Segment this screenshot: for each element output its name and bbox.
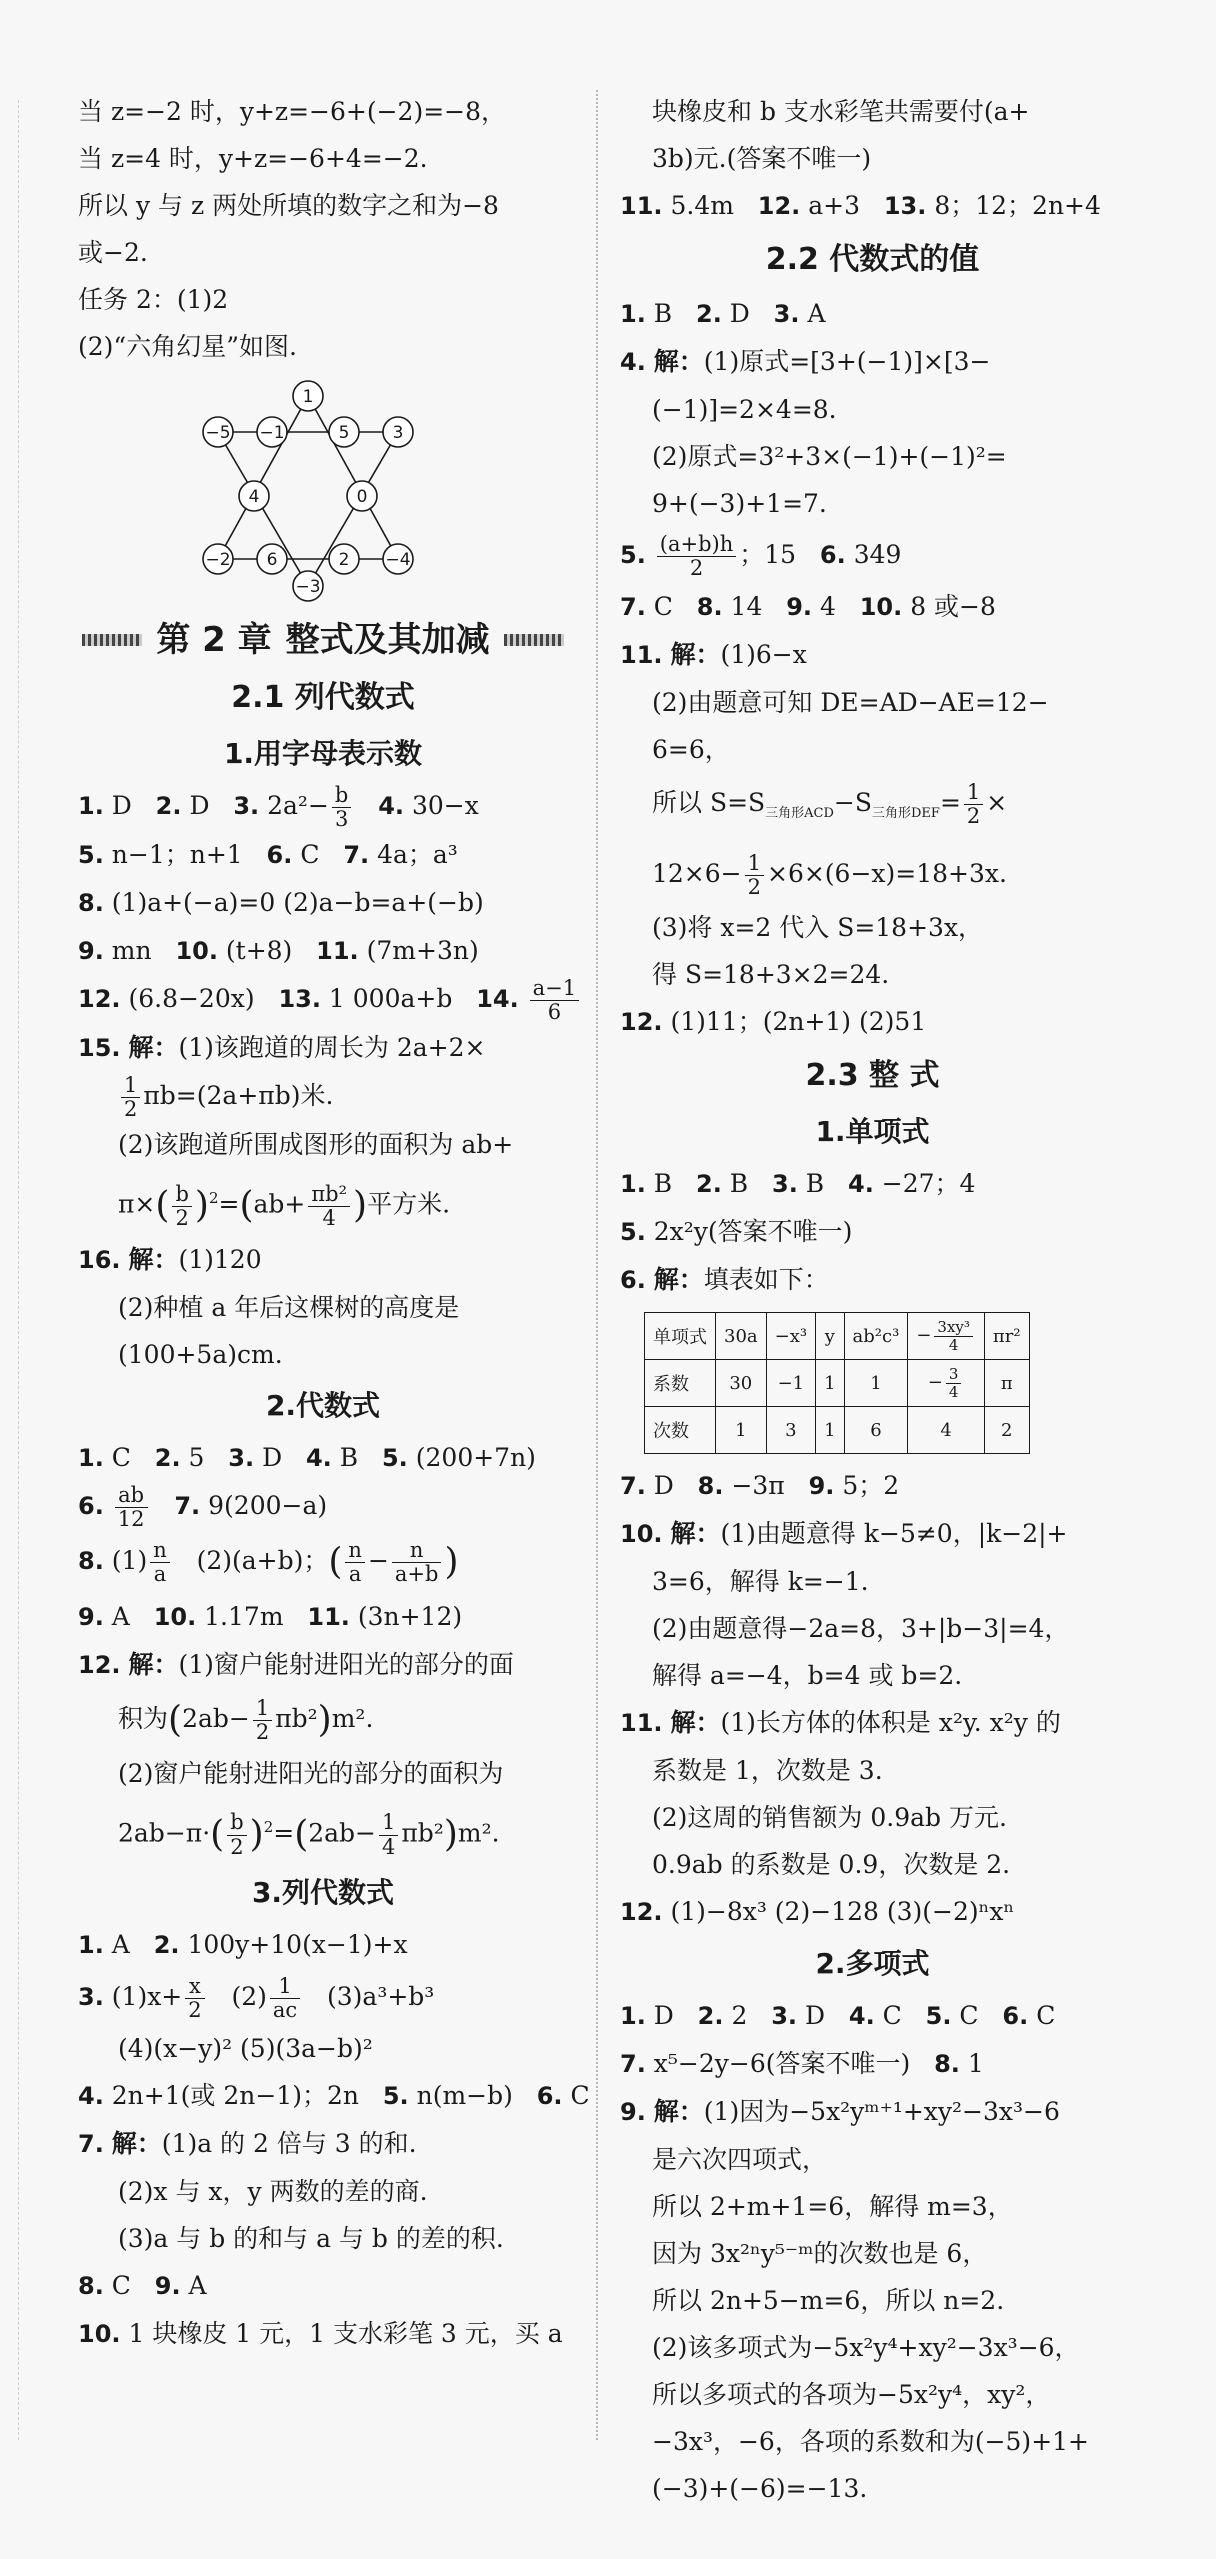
- answer-line: 0.9ab 的系数是 0.9，次数是 2.: [652, 1850, 1011, 1879]
- fraction: $\frac{1}{2}$: [253, 1697, 272, 1744]
- answer-line: 16. 解：(1)120: [78, 1245, 262, 1275]
- fraction: $\frac{n}{a}$: [345, 1539, 365, 1586]
- answer-line: 12. 解：(1)窗户能射进阳光的部分的面: [78, 1649, 514, 1679]
- section-title: 2.2 代数式的值: [765, 242, 980, 277]
- text-line: (2)“六角幻星”如图.: [78, 332, 297, 361]
- answer-line: 10. 解：(1)由题意得 k−5≠0，|k−2|+: [620, 1519, 1068, 1548]
- answer-line: 6=6，: [652, 735, 730, 764]
- answer-line: 积为(2ab− $\frac{1}{2}$ πb²)m².: [118, 1695, 374, 1744]
- answer-line: (2)该多项式为−5x²y⁴+xy²−3x³−6，: [652, 2333, 1080, 2362]
- star-node: 5: [338, 423, 350, 443]
- table-row: 单项式 30a −x³ y ab²c³ − $\frac{\text{3xy³}}{4}$ πr²: [645, 1313, 1030, 1360]
- answer-line: 5. 2x²y(答案不唯一): [620, 1217, 853, 1246]
- text-line: 当 z=4 时，y+z=−6+4=−2.: [78, 144, 428, 173]
- subsection-title: 1.单项式: [815, 1115, 930, 1148]
- subsection-title: 1.用字母表示数: [223, 737, 423, 770]
- fraction: $\frac{a-1}{6}$: [530, 977, 579, 1024]
- star-node: 4: [248, 487, 260, 507]
- answer-line: 9. 解：(1)因为−5x²yᵐ⁺¹+xy²−3x³−6: [620, 2097, 1060, 2126]
- chapter-bar-left: [82, 634, 142, 646]
- fraction: $\frac{n}{a}$: [150, 1539, 170, 1586]
- star-node: −3: [295, 577, 321, 597]
- answer-line: 得 S=18+3×2=24.: [652, 960, 890, 989]
- answer-line: (2)x 与 x，y 两数的差的商.: [118, 2177, 428, 2207]
- table-row: 次数 1 3 1 6 4 2: [645, 1407, 1030, 1454]
- answer-line: (−3)+(−6)=−13.: [652, 2474, 868, 2503]
- answer-line: 所以 2+m+1=6，解得 m=3，: [652, 2192, 1013, 2221]
- answer-line: 9. mn 10. (t+8) 11. (7m+3n): [78, 936, 479, 966]
- answer-line: 1. B 2. D 3. A: [620, 299, 826, 328]
- star-node: 3: [392, 423, 404, 443]
- fraction: $\frac{x}{2}$: [185, 1975, 204, 2022]
- star-node: −4: [385, 550, 411, 570]
- answer-line: 1. B 2. B 3. B 4. −27；4: [620, 1169, 976, 1198]
- answer-line: 5. n−1；n+1 6. C 7. 4a；a³: [78, 840, 458, 870]
- text-line: 块橡皮和 b 支水彩笔共需要付(a+: [652, 97, 1030, 126]
- answer-line: 10. 1 块橡皮 1 元，1 支水彩笔 3 元，买 a: [78, 2319, 563, 2349]
- answer-line: 12. (1)−8x³ (2)−128 (3)(−2)ⁿxⁿ: [620, 1897, 1015, 1926]
- fraction: $\frac{1}{ac}$: [270, 1975, 300, 2022]
- answer-line: 7. D 8. −3π 9. 5；2: [620, 1471, 900, 1500]
- section-title: 2.3 整 式: [805, 1058, 940, 1093]
- answer-line: (2)该跑道所围成图形的面积为 ab+: [118, 1130, 514, 1160]
- answer-line: (100+5a)cm.: [118, 1340, 283, 1370]
- answer-line: (2)这周的销售额为 0.9ab 万元.: [652, 1803, 1007, 1832]
- answer-line: 11. 5.4m 12. a+3 13. 8；12；2n+4: [620, 191, 1101, 220]
- answer-line: 5. $\frac{(a+b)h}{2}$ ；15 6. 349: [620, 531, 902, 580]
- answer-line: 11. 解：(1)6−x: [620, 640, 807, 669]
- answer-line: (2)窗户能射进阳光的部分的面积为: [118, 1759, 504, 1789]
- fraction: $\frac{\text{πb²}}{4}$: [308, 1183, 350, 1230]
- answer-line: (−1)]=2×4=8.: [652, 395, 837, 424]
- answer-line: 6. 解：填表如下：: [620, 1265, 829, 1294]
- text-line: 或−2.: [78, 238, 148, 267]
- right-column: [620, 88, 1125, 2512]
- answer-line: 所以多项式的各项为−5x²y⁴，xy²，: [652, 2380, 1051, 2409]
- fraction: $\frac{1}{2}$: [745, 852, 764, 899]
- answer-line: 12. (6.8−20x) 13. 1 000a+b 14. $\frac{a-1}{6}$: [78, 975, 568, 1024]
- answer-line: 12. (1)11；(2n+1) (2)51: [620, 1007, 927, 1036]
- answer-line: 2ab−π·( $\frac{b}{2}$ )$^2$=(2ab− $\frac{1}{4}$ πb²)m².: [118, 1810, 500, 1859]
- column-divider: [596, 90, 598, 2440]
- subsection-title: 2.代数式: [265, 1389, 381, 1423]
- subsection-title: 2.多项式: [815, 1947, 930, 1980]
- star-node: 2: [338, 550, 350, 570]
- star-node: 6: [266, 550, 278, 570]
- star-node: 0: [356, 487, 368, 507]
- answer-line: (2)由题意得−2a=8，3+|b−3|=4，: [652, 1614, 1070, 1643]
- answer-line: −3x³，−6，各项的系数和为(−5)+1+: [652, 2427, 1089, 2456]
- chapter-bar-right: [504, 634, 564, 646]
- fraction: $\frac{1}{2}$: [121, 1074, 140, 1121]
- subsection-title: 3.列代数式: [251, 1876, 395, 1910]
- star-node: −1: [259, 423, 285, 443]
- answer-line: 15. 解：(1)该跑道的周长为 2a+2×: [78, 1033, 486, 1063]
- monomial-table: [644, 1312, 1030, 1454]
- answer-line: (2)原式=3²+3×(−1)+(−1)²=: [652, 442, 1007, 471]
- answer-line: 8. C 9. A: [78, 2271, 207, 2301]
- chapter-label: 第 2 章: [156, 620, 272, 660]
- answer-line: 系数是 1，次数是 3.: [652, 1756, 883, 1785]
- fraction: $\frac{b}{3}$: [332, 784, 351, 831]
- text-line: 3b)元.(答案不唯一): [652, 144, 872, 173]
- answer-line: (2)由题意可知 DE=AD−AE=12−: [652, 688, 1049, 717]
- text-line: 任务 2：(1)2: [78, 285, 229, 314]
- answer-line: 7. x⁵−2y−6(答案不唯一) 8. 1: [620, 2049, 984, 2078]
- fraction: $\frac{(a+b)h}{2}$: [657, 533, 736, 580]
- answer-line: 9+(−3)+1=7.: [652, 489, 827, 518]
- answer-line: 6. $\frac{ab}{12}$ 7. 9(200−a): [78, 1483, 328, 1532]
- star-node: −2: [205, 550, 231, 570]
- answer-line: 9. A 10. 1.17m 11. (3n+12): [78, 1601, 463, 1631]
- star-node: −5: [205, 423, 231, 443]
- answer-line: $\frac{1}{2}$ πb=(2a+πb)米.: [78, 1072, 568, 1121]
- fraction: $\frac{1}{2}$: [964, 781, 983, 828]
- answer-line: 11. 解：(1)长方体的体积是 x²y. x²y 的: [620, 1708, 1061, 1737]
- answer-line: π×( $\frac{b}{2}$ )$^2$=(ab+ $\frac{\text{πb²}}{4}$ )平方米.: [118, 1181, 451, 1230]
- answer-line: 1. D 2. D 3. 2a²− $\frac{b}{3}$ 4. 30−x: [78, 782, 479, 831]
- fraction: $\frac{b}{2}$: [227, 1811, 246, 1858]
- answer-line: 3=6，解得 k=−1.: [652, 1567, 869, 1596]
- answer-line: (3)a 与 b 的和与 a 与 b 的差的积.: [118, 2224, 504, 2254]
- answer-line: 8. (1) $\frac{n}{a}$ (2)(a+b)；( $\frac{n}{a}$ − $\frac{n}{a+b}$ ): [78, 1538, 459, 1587]
- fraction: $\frac{ab}{12}$: [115, 1484, 148, 1531]
- answer-line: 是六次四项式，: [652, 2145, 828, 2174]
- left-column: [78, 88, 590, 2358]
- answer-line: 8. (1)a+(−a)=0 (2)a−b=a+(−b): [78, 888, 484, 918]
- answer-line: 因为 3x²ⁿy⁵⁻ᵐ的次数也是 6，: [652, 2239, 988, 2268]
- chapter-heading: [78, 612, 568, 668]
- answer-line: 所以 2n+5−m=6，所以 n=2.: [652, 2286, 1005, 2315]
- text-line: 当 z=−2 时，y+z=−6+(−2)=−8，: [78, 97, 507, 126]
- fraction: $\frac{b}{2}$: [172, 1183, 191, 1230]
- star-node: 1: [302, 387, 314, 407]
- fraction: $\frac{\text{3xy³}}{4}$: [934, 1319, 973, 1353]
- answer-line: 4. 2n+1(或 2n−1)；2n 5. n(m−b) 6. C: [78, 2081, 590, 2111]
- answer-line: 7. C 8. 14 9. 4 10. 8 或−8: [620, 592, 996, 621]
- answer-line: 12×6− $\frac{1}{2}$ ×6×(6−x)=18+3x.: [652, 850, 1007, 899]
- section-title: 2.1 列代数式: [231, 680, 415, 715]
- answer-line: (3)将 x=2 代入 S=18+3x，: [652, 913, 984, 942]
- table-row: 系数 30 −1 1 1 − $\frac{3}{4}$ π: [645, 1360, 1030, 1407]
- answer-line: 1. A 2. 100y+10(x−1)+x: [78, 1930, 408, 1960]
- answer-line: 解得 a=−4，b=4 或 b=2.: [652, 1661, 963, 1690]
- binding-edge: [18, 100, 19, 2440]
- chapter-title: 整式及其加减: [285, 620, 490, 660]
- answer-line: 3. (1)x+ $\frac{x}{2}$ (2) $\frac{1}{ac}$ (3)a³+b³: [78, 1973, 435, 2023]
- answer-line: 7. 解：(1)a 的 2 倍与 3 的和.: [78, 2129, 417, 2159]
- answer-line: 1. D 2. 2 3. D 4. C 5. C 6. C: [620, 2001, 1056, 2030]
- fraction: $\frac{1}{4}$: [379, 1811, 398, 1858]
- fraction: $\frac{n}{a+b}$: [392, 1539, 442, 1586]
- answer-line: (4)(x−y)² (5)(3a−b)²: [118, 2034, 373, 2064]
- answer-line: 1. C 2. 5 3. D 4. B 5. (200+7n): [78, 1443, 536, 1473]
- text-line: 所以 y 与 z 两处所填的数字之和为−8: [78, 191, 499, 220]
- hexagram-figure: [198, 376, 418, 606]
- answer-line: 所以 $S=S_{三角形ACD}-S_{三角形DEF}=$ $\frac{1}{2}$ ×: [652, 779, 1008, 828]
- fraction: $\frac{3}{4}$: [946, 1366, 962, 1400]
- answer-line: (2)种植 a 年后这棵树的高度是: [118, 1293, 460, 1323]
- answer-line: 4. 解：(1)原式=[3+(−1)]×[3−: [620, 347, 991, 376]
